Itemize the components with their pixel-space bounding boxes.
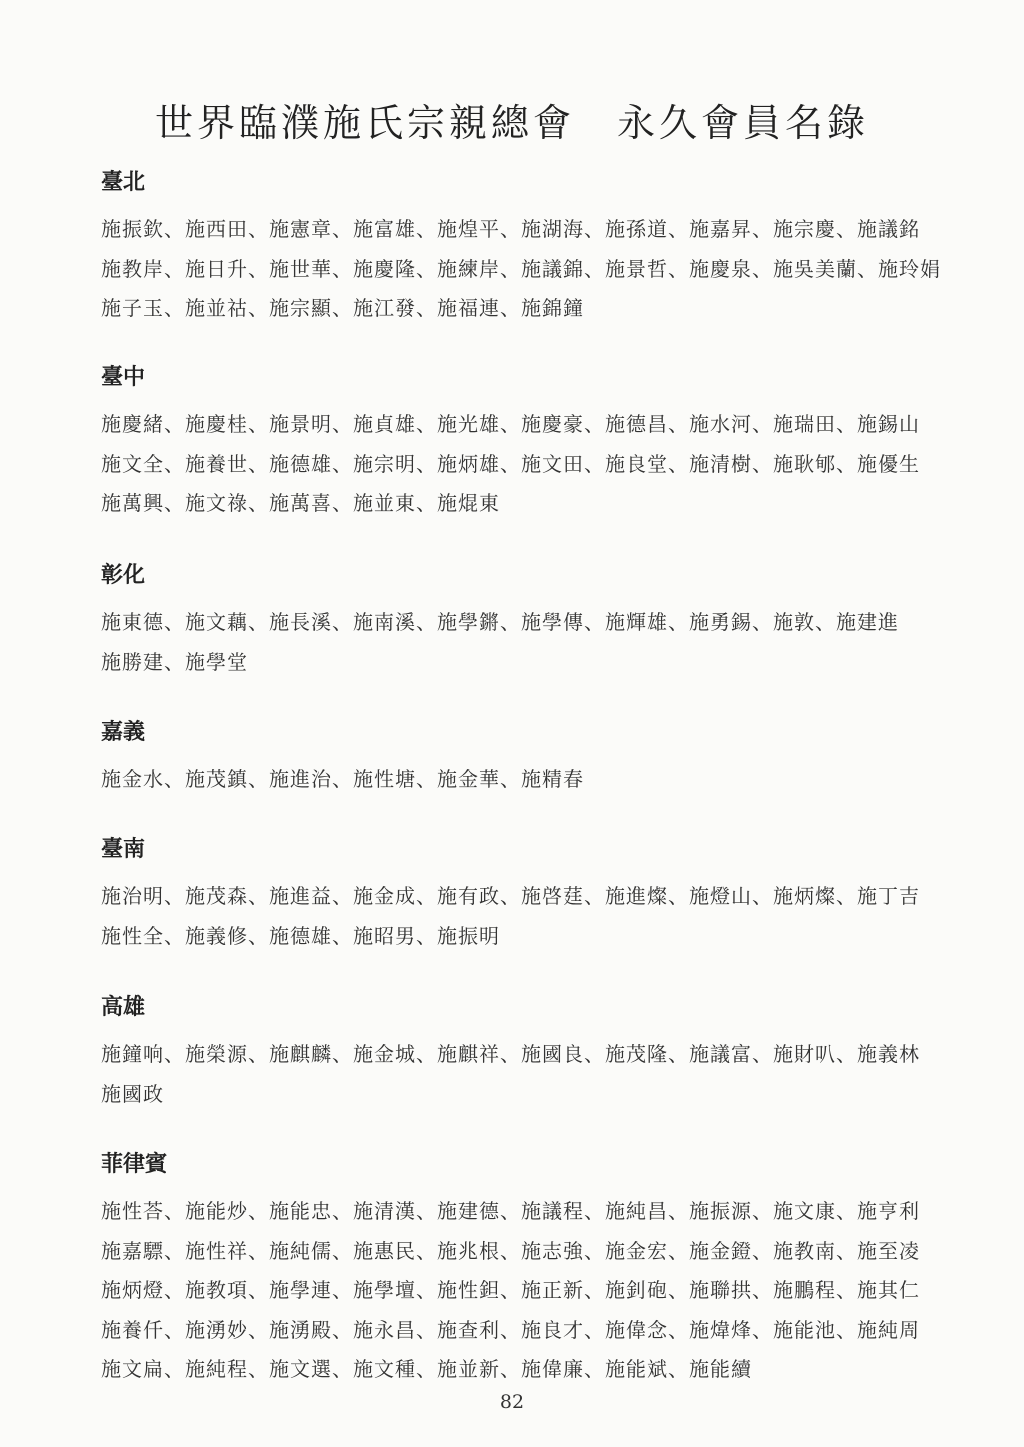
member-line: 施炳燈、施教項、施學連、施學壇、施性鉭、施正新、施釗砲、施聯拱、施鵬程、施其仁 <box>101 1278 920 1302</box>
member-line: 施文全、施養世、施德雄、施宗明、施炳雄、施文田、施良堂、施清樹、施耿郇、施優生 <box>101 451 920 476</box>
member-line: 施振欽、施西田、施憲章、施富雄、施煌平、施湖海、施孫道、施嘉昇、施宗慶、施議銘 <box>101 217 920 241</box>
member-line: 施東德、施文藕、施長溪、施南溪、施學鏘、施學傳、施輝雄、施勇錫、施敦、施建進 <box>101 610 899 634</box>
member-line: 施教岸、施日升、施世華、施慶隆、施練岸、施議錦、施景哲、施慶泉、施吳美蘭、施玲娟 <box>101 256 941 281</box>
region-heading: 彰化 <box>101 563 146 588</box>
section-chiayi <box>101 718 981 800</box>
member-line: 施勝建、施學堂 <box>101 649 248 674</box>
section-kaohsiung <box>101 993 981 1114</box>
member-line: 施性荅、施能炒、施能忠、施清漢、施建德、施議程、施純昌、施振源、施文康、施亨利 <box>101 1199 920 1223</box>
region-heading: 臺南 <box>101 837 146 862</box>
section-tainan <box>101 835 981 956</box>
region-heading: 臺中 <box>101 365 146 390</box>
member-line: 施養仟、施湧妙、施湧殿、施永昌、施查利、施良才、施偉念、施煒烽、施能池、施純周 <box>101 1317 920 1342</box>
member-line: 施國政 <box>101 1081 164 1106</box>
section-philippines <box>101 1150 981 1390</box>
member-line: 施金水、施茂鎮、施進治、施性塘、施金華、施精春 <box>101 767 584 791</box>
member-line: 施性全、施義修、施德雄、施昭男、施振明 <box>101 923 500 948</box>
section-taipei <box>101 168 981 329</box>
region-heading: 高雄 <box>101 995 146 1020</box>
member-line: 施治明、施茂森、施進益、施金成、施有政、施啓莛、施進燦、施燈山、施炳燦、施丁吉 <box>101 884 920 908</box>
region-heading: 嘉義 <box>101 720 146 745</box>
member-line: 施子玉、施並祜、施宗顯、施江發、施福連、施錦鐘 <box>101 296 584 320</box>
member-line: 施萬興、施文祿、施萬喜、施並東、施焜東 <box>101 491 500 515</box>
member-line: 施慶緒、施慶桂、施景明、施貞雄、施光雄、施慶豪、施德昌、施水河、施瑞田、施錫山 <box>101 412 920 436</box>
region-heading: 臺北 <box>101 170 146 195</box>
section-changhua <box>101 561 981 682</box>
section-taichung <box>101 363 981 524</box>
region-heading: 菲律賓 <box>101 1152 168 1177</box>
member-line: 施鐘响、施榮源、施麒麟、施金城、施麒祥、施國良、施茂隆、施議富、施財叭、施義林 <box>101 1042 920 1066</box>
page-title: 世界臨濮施氏宗親總會 永久會員名錄 <box>154 101 869 145</box>
member-line: 施嘉驃、施性祥、施純儒、施惠民、施兆根、施志強、施金宏、施金鐙、施教南、施至凌 <box>101 1238 920 1263</box>
page-number: 82 <box>499 1391 525 1413</box>
member-line: 施文扁、施純程、施文選、施文種、施並新、施偉廉、施能斌、施能續 <box>101 1357 752 1381</box>
